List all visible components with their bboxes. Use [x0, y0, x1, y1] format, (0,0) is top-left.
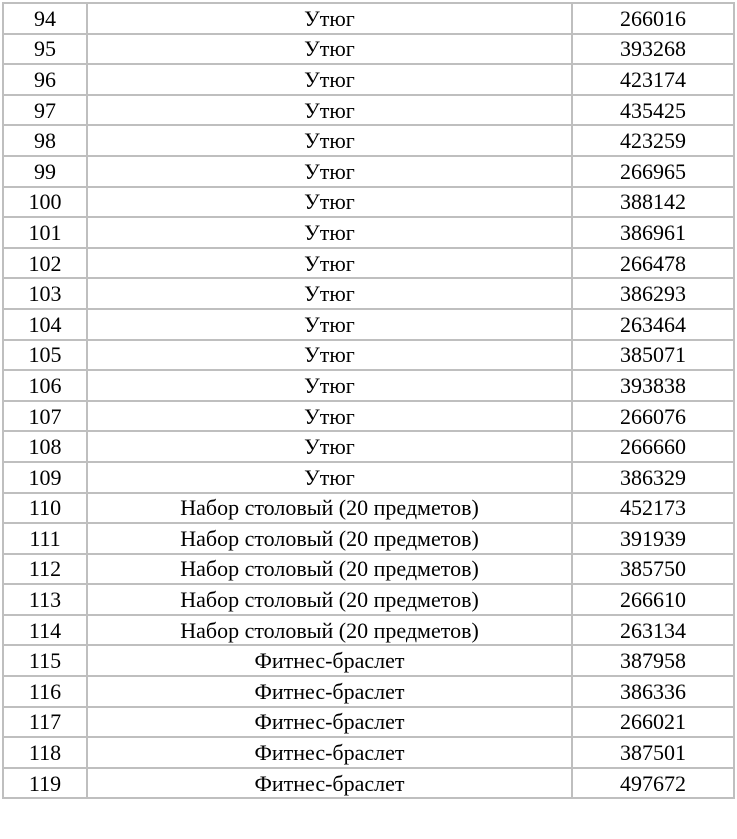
table-row [3, 125, 734, 156]
product-name-cell: Утюг [87, 278, 572, 309]
row-number-cell: 97 [3, 95, 87, 126]
row-number-cell: 118 [3, 737, 87, 768]
table-row [3, 248, 734, 279]
table-row [3, 584, 734, 615]
table-row [3, 615, 734, 646]
table-row [3, 187, 734, 218]
product-name-cell: Утюг [87, 64, 572, 95]
product-name-cell: Утюг [87, 95, 572, 126]
row-number-cell: 110 [3, 493, 87, 524]
row-number-cell: 119 [3, 768, 87, 799]
product-name-cell: Набор столовый (20 предметов) [87, 493, 572, 524]
product-name-cell: Набор столовый (20 предметов) [87, 554, 572, 585]
product-name-cell: Утюг [87, 401, 572, 432]
table-row [3, 3, 734, 34]
row-number-cell: 102 [3, 248, 87, 279]
product-code-cell: 386293 [572, 278, 734, 309]
product-table [2, 2, 735, 799]
table-row [3, 554, 734, 585]
product-name-cell: Фитнес-браслет [87, 645, 572, 676]
product-code-cell: 386961 [572, 217, 734, 248]
product-code-cell: 386329 [572, 462, 734, 493]
row-number-cell: 107 [3, 401, 87, 432]
row-number-cell: 117 [3, 707, 87, 738]
product-code-cell: 266478 [572, 248, 734, 279]
table-row [3, 462, 734, 493]
row-number-cell: 98 [3, 125, 87, 156]
table-row [3, 156, 734, 187]
table-row [3, 340, 734, 371]
product-name-cell: Фитнес-браслет [87, 737, 572, 768]
table-row [3, 278, 734, 309]
product-name-cell: Фитнес-браслет [87, 768, 572, 799]
row-number-cell: 106 [3, 370, 87, 401]
product-code-cell: 452173 [572, 493, 734, 524]
table-row [3, 34, 734, 65]
product-name-cell: Утюг [87, 309, 572, 340]
row-number-cell: 112 [3, 554, 87, 585]
row-number-cell: 114 [3, 615, 87, 646]
table-row [3, 64, 734, 95]
product-code-cell: 435425 [572, 95, 734, 126]
row-number-cell: 100 [3, 187, 87, 218]
product-code-cell: 266610 [572, 584, 734, 615]
product-name-cell: Утюг [87, 125, 572, 156]
table-row [3, 645, 734, 676]
row-number-cell: 109 [3, 462, 87, 493]
product-code-cell: 393838 [572, 370, 734, 401]
product-name-cell: Набор столовый (20 предметов) [87, 523, 572, 554]
product-name-cell: Утюг [87, 462, 572, 493]
table-row [3, 707, 734, 738]
product-code-cell: 266660 [572, 431, 734, 462]
product-name-cell: Набор столовый (20 предметов) [87, 615, 572, 646]
row-number-cell: 115 [3, 645, 87, 676]
product-code-cell: 387958 [572, 645, 734, 676]
product-name-cell: Утюг [87, 217, 572, 248]
table-row [3, 493, 734, 524]
product-code-cell: 423174 [572, 64, 734, 95]
product-name-cell: Фитнес-браслет [87, 707, 572, 738]
table-row [3, 217, 734, 248]
product-code-cell: 388142 [572, 187, 734, 218]
row-number-cell: 111 [3, 523, 87, 554]
table-row [3, 95, 734, 126]
table-row [3, 768, 734, 799]
row-number-cell: 96 [3, 64, 87, 95]
product-name-cell: Утюг [87, 156, 572, 187]
product-code-cell: 391939 [572, 523, 734, 554]
product-name-cell: Фитнес-браслет [87, 676, 572, 707]
row-number-cell: 101 [3, 217, 87, 248]
row-number-cell: 94 [3, 3, 87, 34]
product-table-body [3, 3, 734, 798]
row-number-cell: 99 [3, 156, 87, 187]
product-code-cell: 266016 [572, 3, 734, 34]
table-row [3, 370, 734, 401]
product-name-cell: Утюг [87, 3, 572, 34]
product-code-cell: 385071 [572, 340, 734, 371]
product-name-cell: Набор столовый (20 предметов) [87, 584, 572, 615]
product-name-cell: Утюг [87, 340, 572, 371]
product-code-cell: 393268 [572, 34, 734, 65]
product-name-cell: Утюг [87, 34, 572, 65]
table-row [3, 431, 734, 462]
product-code-cell: 385750 [572, 554, 734, 585]
product-code-cell: 263464 [572, 309, 734, 340]
row-number-cell: 108 [3, 431, 87, 462]
product-code-cell: 423259 [572, 125, 734, 156]
product-code-cell: 387501 [572, 737, 734, 768]
product-code-cell: 266076 [572, 401, 734, 432]
product-code-cell: 266965 [572, 156, 734, 187]
product-name-cell: Утюг [87, 431, 572, 462]
row-number-cell: 105 [3, 340, 87, 371]
product-name-cell: Утюг [87, 248, 572, 279]
product-code-cell: 386336 [572, 676, 734, 707]
table-row [3, 401, 734, 432]
product-name-cell: Утюг [87, 370, 572, 401]
row-number-cell: 104 [3, 309, 87, 340]
table-row [3, 676, 734, 707]
product-name-cell: Утюг [87, 187, 572, 218]
product-code-cell: 263134 [572, 615, 734, 646]
row-number-cell: 116 [3, 676, 87, 707]
product-code-cell: 497672 [572, 768, 734, 799]
table-row [3, 309, 734, 340]
row-number-cell: 113 [3, 584, 87, 615]
table-row [3, 523, 734, 554]
table-row [3, 737, 734, 768]
product-code-cell: 266021 [572, 707, 734, 738]
row-number-cell: 103 [3, 278, 87, 309]
row-number-cell: 95 [3, 34, 87, 65]
